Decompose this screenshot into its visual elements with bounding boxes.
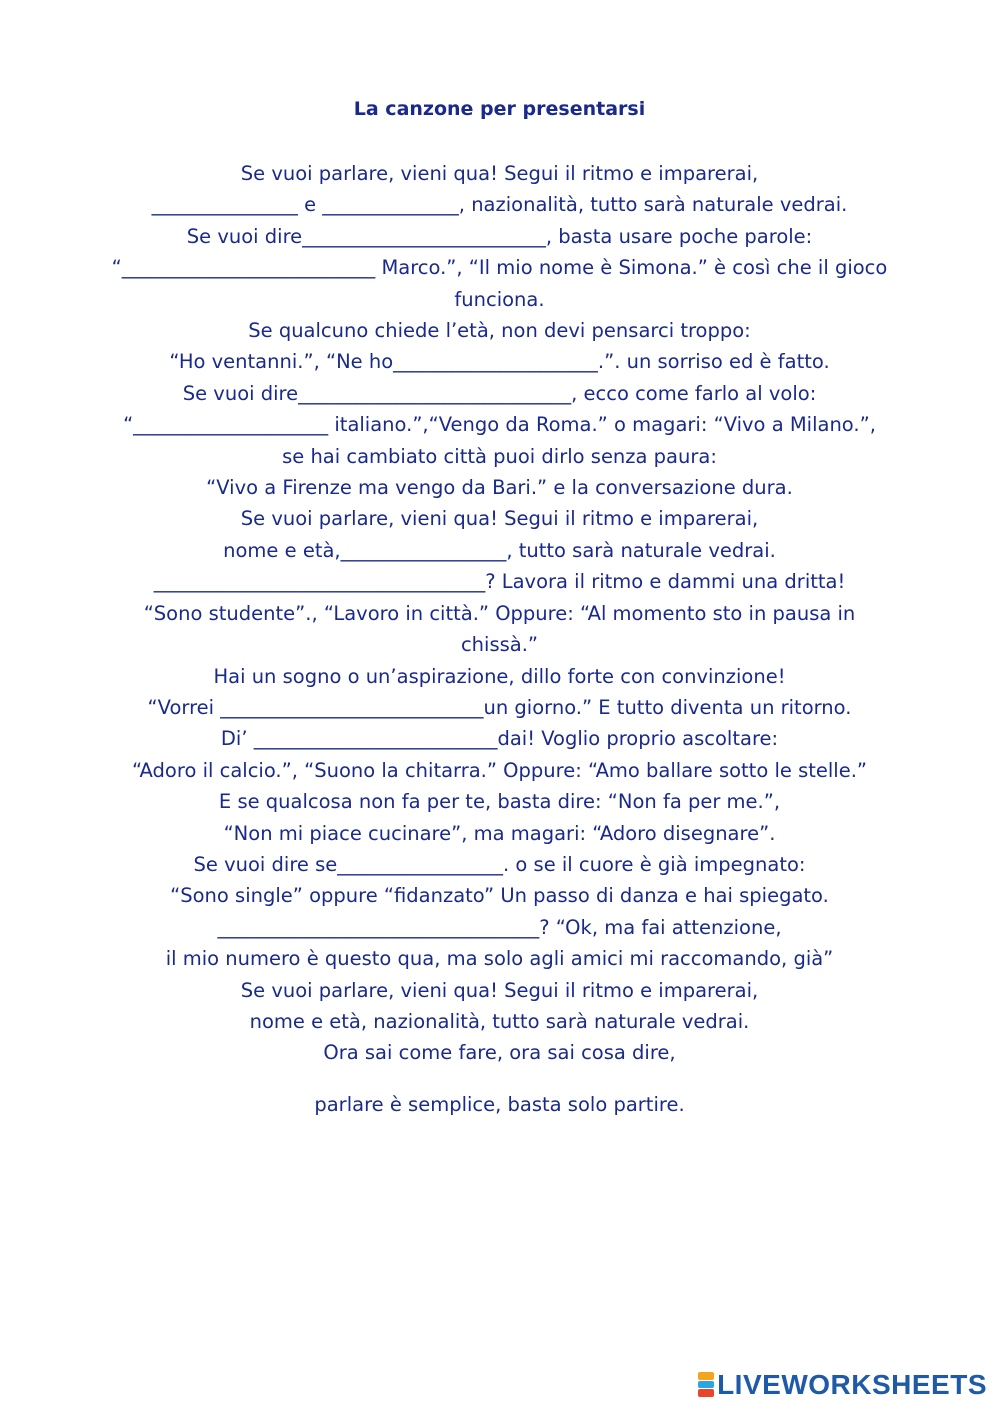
- lyric-line: “Sono studente”., “Lavoro in città.” Oppure: “Al momento sto in pausa in chissà.”: [143, 601, 856, 657]
- lyric-line: “Sono single” oppure “fidanzato” Un passo di danza e hai spiegato.: [170, 884, 829, 908]
- lyric-line: “Vivo a Firenze ma vengo da Bari.” e la conversazione dura.: [206, 476, 793, 500]
- lyric-line: Se qualcuno chiede l’età, non devi pensarci troppo:: [248, 319, 751, 343]
- lyric-line: il mio numero è questo qua, ma solo agli amici mi raccomando, già”: [165, 947, 834, 971]
- logo-text: LIVEWORKSHEETS: [717, 1369, 987, 1400]
- lyric-line: nome e età, nazionalità, tutto sarà naturale vedrai.: [249, 1009, 750, 1033]
- lyric-line: “Vorrei ___________________________un giorno.” E tutto diventa un ritorno.: [147, 695, 852, 719]
- lyric-line: “Ho ventanni.”, “Ne ho_____________________.”. un sorriso ed è fatto.: [169, 350, 830, 374]
- song-lyrics: [110, 158, 889, 1120]
- liveworksheets-logo: [698, 1370, 987, 1400]
- lyric-line: Se vuoi dire____________________________, ecco come farlo al volo:: [182, 381, 817, 405]
- lyric-line: “____________________ italiano.”,“Vengo da Roma.” o magari: “Vivo a Milano.”,: [123, 413, 876, 437]
- lyric-line: Se vuoi parlare, vieni qua! Segui il ritmo e imparerai,: [240, 162, 759, 185]
- lyric-line: “Non mi piace cucinare”, ma magari: “Adoro disegnare”.: [223, 821, 776, 845]
- lyric-line: Se vuoi dire_________________________, basta usare poche parole:: [186, 224, 813, 248]
- lyric-line: E se qualcosa non fa per te, basta dire: “Non fa per me.”,: [218, 790, 781, 814]
- page-title: La canzone per presentarsi: [353, 98, 646, 120]
- lyric-line: se hai cambiato città puoi dirlo senza paura:: [282, 444, 717, 468]
- logo-badge-icon: [698, 1372, 714, 1398]
- lyric-line: Se vuoi dire se_________________. o se il cuore è già impegnato:: [193, 852, 806, 876]
- lyric-line: _______________ e ______________, nazionalità, tutto sarà naturale vedrai.: [151, 193, 848, 217]
- lyric-line: _________________________________? “Ok, ma fai attenzione,: [217, 915, 782, 939]
- lyric-line: Se vuoi parlare, vieni qua! Segui il ritmo e imparerai,: [240, 978, 759, 1002]
- lyric-line: Ora sai come fare, ora sai cosa dire,: [323, 1041, 676, 1065]
- lyric-line: Di’ _________________________dai! Voglio proprio ascoltare:: [220, 727, 779, 751]
- lyric-line: Hai un sogno o un’aspirazione, dillo forte con convinzione!: [213, 664, 786, 688]
- lyric-line: “__________________________ Marco.”, “Il mio nome è Simona.” è così che il gioco funciona.: [111, 256, 888, 311]
- lyric-line: parlare è semplice, basta solo partire.: [314, 1092, 685, 1116]
- lyric-line: Se vuoi parlare, vieni qua! Segui il ritmo e imparerai,: [240, 507, 759, 531]
- lyric-line: __________________________________? Lavora il ritmo e dammi una dritta!: [153, 570, 846, 594]
- lyric-line: “Adoro il calcio.”, “Suono la chitarra.” Oppure: “Amo ballare sotto le stelle.”: [131, 758, 868, 782]
- lyric-line: nome e età,_________________, tutto sarà naturale vedrai.: [223, 538, 776, 562]
